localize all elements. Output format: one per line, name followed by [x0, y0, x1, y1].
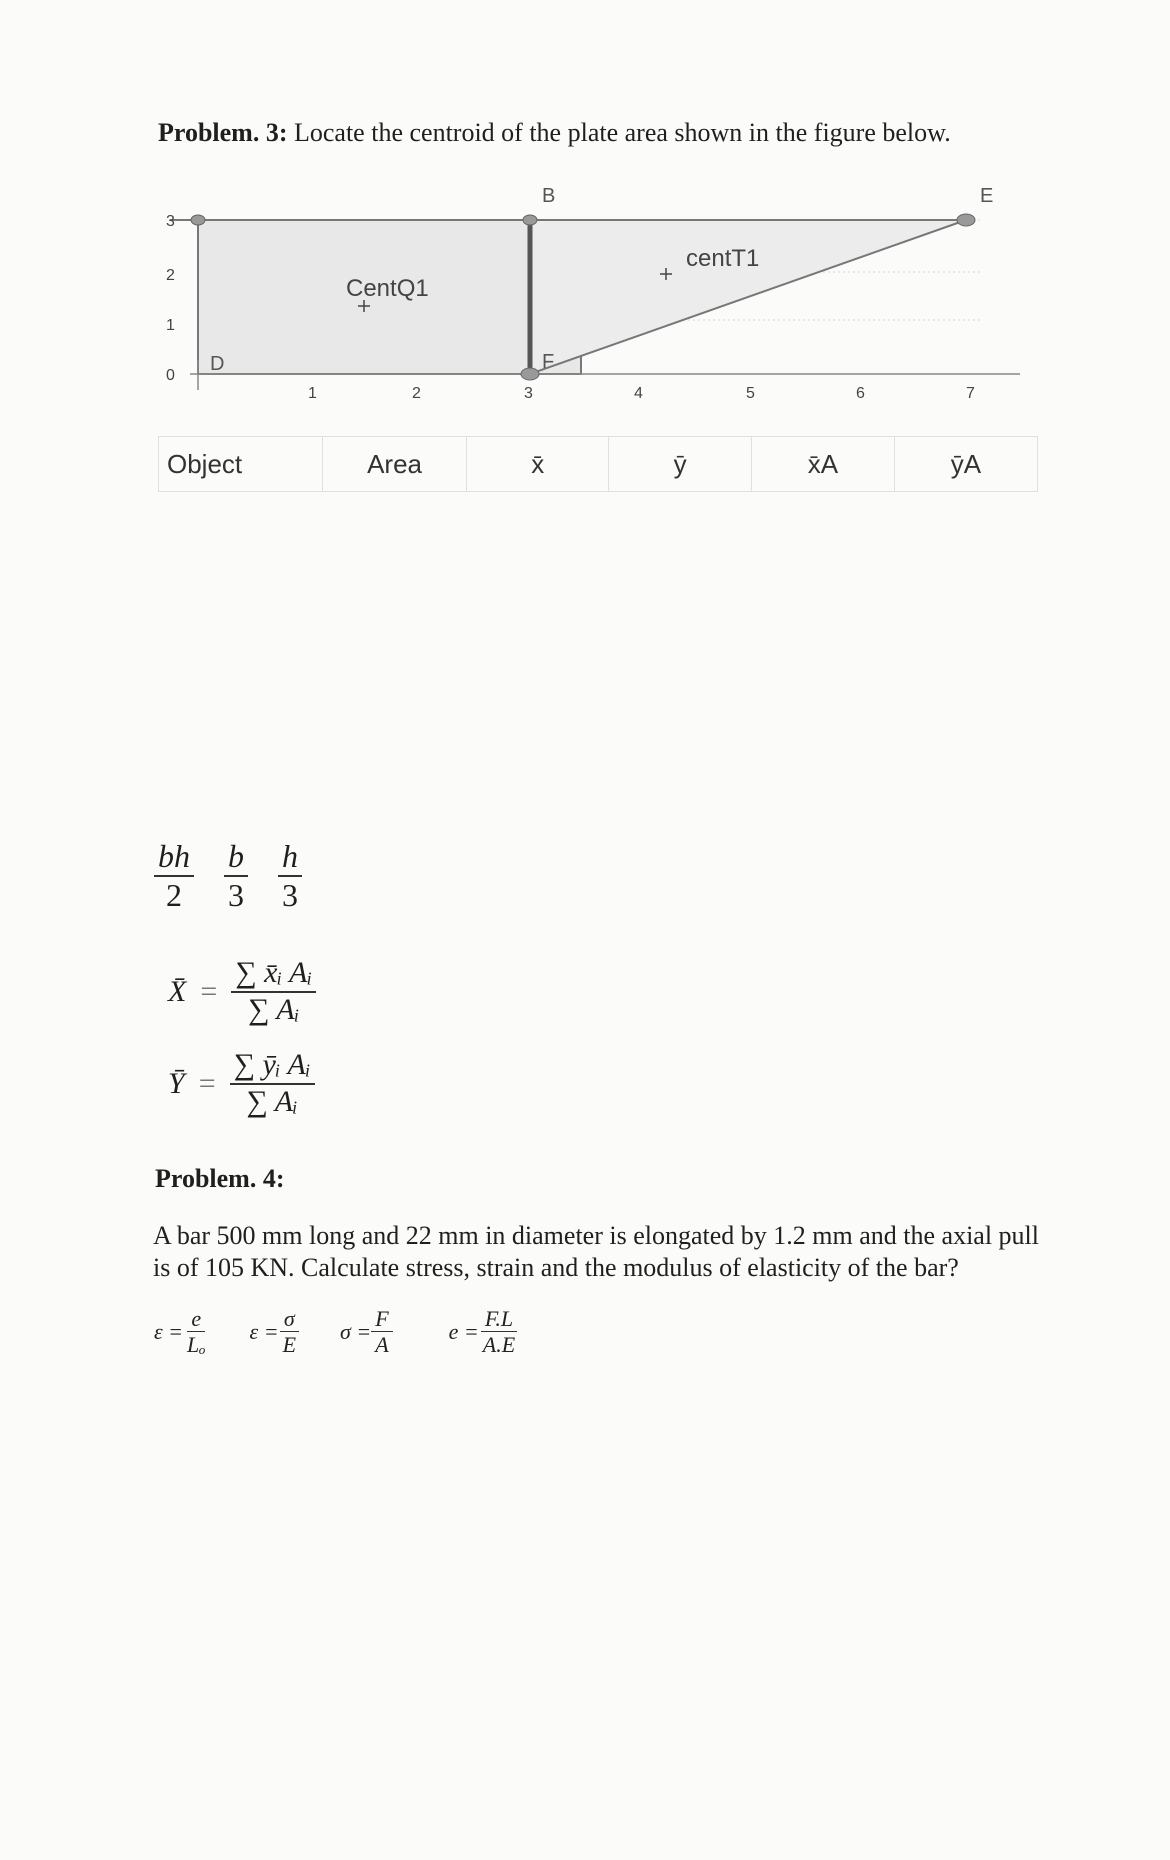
y-tick-2: 2: [166, 267, 175, 284]
label-b: B: [542, 185, 556, 207]
col-ybar-a: ȳA: [894, 437, 1037, 492]
problem3-heading: [158, 118, 951, 148]
stress-strain-formulas: [154, 1306, 519, 1358]
f1-fraction: $\frac{e}{\text{Lₒ}}$: [187, 1306, 206, 1358]
x-tick-5: 5: [746, 385, 755, 402]
f3-fraction: $\frac{F}{A}$: [371, 1306, 392, 1358]
ybar-fraction: $\frac{\text{∑ ȳᵢ Aᵢ}}{\text{∑ Aᵢ}}$: [230, 1048, 315, 1119]
y-tick-1: 1: [166, 317, 175, 334]
frac-h-3: $\frac{h}{3}$: [278, 838, 302, 914]
x-tick-7: 7: [966, 385, 975, 402]
xbar-fraction: $\frac{\text{∑ x̄ᵢ Aᵢ}}{\text{∑ Aᵢ}}$: [231, 956, 316, 1027]
col-ybar: ȳ: [609, 437, 751, 492]
problem3-text: Locate the centroid of the plate area shown in the figure below.: [294, 118, 951, 147]
f2-lhs: ε =: [249, 1318, 279, 1344]
xbar-formula: X̄ = $\frac{\text{∑ x̄ᵢ Aᵢ}}{\text{∑ Aᵢ}}$: [168, 956, 316, 1027]
f3-lhs: σ =: [340, 1318, 372, 1344]
x-tick-2: 2: [412, 385, 421, 402]
f2-fraction: $\frac{\sigma}{E}$: [279, 1306, 300, 1358]
point-b: [523, 215, 537, 225]
problem4-text: [153, 1220, 1039, 1284]
label-d: D: [210, 353, 225, 375]
x-tick-6: 6: [856, 385, 865, 402]
problem4-label: Problem. 4:: [155, 1164, 285, 1193]
col-xbar: x̄: [467, 437, 609, 492]
x-tick-1: 1: [308, 385, 317, 402]
triangle-region: [530, 220, 966, 374]
f1-lhs: ε =: [154, 1318, 184, 1344]
y-tick-3: 3: [166, 213, 175, 230]
col-xbar-a: x̄A: [751, 437, 894, 492]
centroid-table: [158, 436, 1038, 492]
ybar-lhs: Ȳ: [168, 1066, 185, 1100]
label-centq1: CentQ1: [346, 275, 429, 302]
label-e: E: [980, 185, 994, 207]
area-formulas: [154, 838, 302, 914]
label-centt1: centT1: [686, 245, 760, 272]
label-f: F: [542, 351, 555, 373]
point-e: [957, 214, 975, 226]
f4-lhs: e =: [448, 1318, 479, 1344]
problem4-line2: is of 105 KN. Calculate stress, strain and the modulus of elasticity of the bar?: [153, 1253, 959, 1282]
point-top-left: [191, 215, 205, 225]
problem4-heading: [155, 1164, 285, 1194]
frac-bh-2: $\frac{bh}{2}$: [154, 838, 194, 914]
point-f: [521, 368, 539, 380]
ybar-formula: Ȳ = $\frac{\text{∑ ȳᵢ Aᵢ}}{\text{∑ Aᵢ}}$: [168, 1048, 315, 1119]
xbar-lhs: X̄: [168, 974, 187, 1008]
problem4-line1: A bar 500 mm long and 22 mm in diameter is elongated by 1.2 mm and the axial pull: [153, 1221, 1040, 1250]
table-header-row: [159, 437, 1038, 492]
centroid-figure: [150, 180, 1030, 420]
problem3-label: Problem. 3:: [158, 118, 288, 147]
col-object: Object: [159, 437, 323, 492]
x-tick-3: 3: [524, 385, 533, 402]
frac-b-3: $\frac{b}{3}$: [224, 838, 248, 914]
x-tick-4: 4: [634, 385, 643, 402]
col-area: Area: [323, 437, 467, 492]
f4-fraction: $\frac{F.L}{A.E}$: [482, 1306, 516, 1358]
y-tick-0: 0: [166, 367, 175, 384]
